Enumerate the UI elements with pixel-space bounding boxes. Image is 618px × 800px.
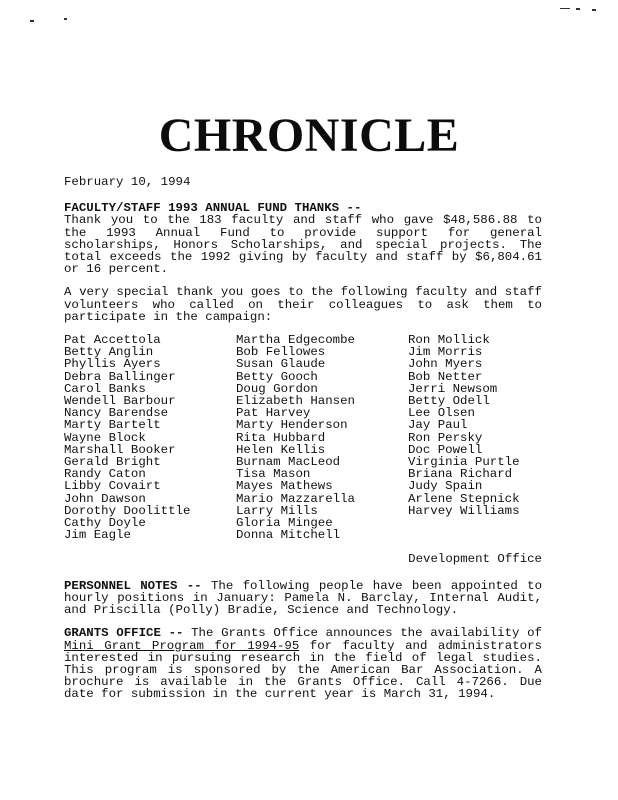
volunteer-column-2 <box>236 334 408 541</box>
volunteer-column-3 <box>408 334 542 541</box>
volunteer-name: Larry Mills <box>236 503 318 518</box>
volunteer-name: Ron Mollick <box>408 333 490 348</box>
volunteer-name: Gerald Bright <box>64 455 161 470</box>
volunteer-name: Mario Mazzarella <box>236 491 355 506</box>
volunteer-name: Donna Mitchell <box>236 528 341 543</box>
masthead-title: CHRONICLE <box>158 109 460 162</box>
volunteer-name: Randy Caton <box>64 467 146 482</box>
volunteer-name: Doug Gordon <box>236 381 318 396</box>
volunteer-name: Nancy Barendse <box>64 406 169 421</box>
fund-signoff: Development Office <box>408 552 542 567</box>
scan-mark <box>64 18 67 20</box>
volunteer-name: Ron Persky <box>408 430 483 445</box>
volunteer-name: Marty Henderson <box>236 418 348 433</box>
volunteer-name: Dorothy Doolittle <box>64 503 191 518</box>
volunteer-name: Susan Glaude <box>236 357 326 372</box>
volunteer-name: Lee Olsen <box>408 406 475 421</box>
scan-mark <box>592 9 596 11</box>
issue-date: February 10, 1994 <box>64 175 191 189</box>
volunteer-name: Burnam MacLeod <box>236 455 341 470</box>
volunteer-name: Mayes Mathews <box>236 479 333 494</box>
volunteer-name: Rita Hubbard <box>236 430 326 445</box>
volunteer-name: Jim Eagle <box>64 528 131 543</box>
volunteer-name: Harvey Williams <box>408 503 520 518</box>
volunteer-name: Wendell Barbour <box>64 394 176 409</box>
volunteer-column-1 <box>64 334 236 541</box>
fund-paragraph-1: Thank you to the 183 faculty and staff who gave $48,586.88 to the 1993 Annual Fund to provide support for general scholarships, Honors Scholarships, and special projects. The total exceeds the 1992 giving by faculty and staff by $6,804.61 or 16 percent. <box>64 213 542 277</box>
volunteer-name: Jim Morris <box>408 345 483 360</box>
volunteer-name: Jay Paul <box>408 418 468 433</box>
volunteer-name: Bob Fellowes <box>236 345 326 360</box>
volunteer-name: Gloria Mingee <box>236 516 333 531</box>
volunteer-name: Libby Covairt <box>64 479 161 494</box>
grants-section <box>64 627 542 700</box>
volunteer-name: Bob Netter <box>408 369 483 384</box>
volunteer-name: Elizabeth Hansen <box>236 394 355 409</box>
volunteer-name: Doc Powell <box>408 442 483 457</box>
scan-mark <box>30 20 34 22</box>
volunteer-name: Judy Spain <box>408 479 483 494</box>
volunteer-name: Wayne Block <box>64 430 146 445</box>
scan-mark <box>576 8 580 10</box>
newsletter-body <box>64 176 542 712</box>
volunteer-name: Martha Edgecombe <box>236 333 355 348</box>
volunteer-name: John Dawson <box>64 491 146 506</box>
volunteer-name: Virginia Purtle <box>408 455 520 470</box>
volunteer-name: Cathy Doyle <box>64 516 146 531</box>
personnel-body: The following people have been appointed to hourly positions in January: Pamela N. Barclay, Internal Audit, and Priscilla (Polly) Bradie, Science and Technology. <box>64 578 543 618</box>
fund-paragraph-2: A very special thank you goes to the following faculty and staff volunteers who called on their colleagues to ask them to participate in the campaign: <box>64 285 542 324</box>
volunteer-name: Pat Harvey <box>236 406 311 421</box>
fund-section <box>64 202 542 565</box>
fund-heading: FACULTY/STAFF 1993 ANNUAL FUND THANKS -- <box>64 201 362 216</box>
volunteer-name: John Myers <box>408 357 483 372</box>
volunteer-name: Briana Richard <box>408 467 513 482</box>
volunteer-list <box>64 334 542 541</box>
scan-mark <box>560 8 570 9</box>
volunteer-name: Marshall Booker <box>64 442 176 457</box>
volunteer-name: Betty Anglin <box>64 345 154 360</box>
volunteer-name: Marty Bartelt <box>64 418 161 433</box>
grants-heading: GRANTS OFFICE -- <box>64 626 184 641</box>
volunteer-name: Jerri Newsom <box>408 381 498 396</box>
volunteer-name: Betty Gooch <box>236 369 318 384</box>
volunteer-name: Arlene Stepnick <box>408 491 520 506</box>
volunteer-name: Pat Accettola <box>64 333 161 348</box>
volunteer-name: Debra Ballinger <box>64 369 176 384</box>
grants-body-lead: The Grants Office announces the availability of <box>183 626 542 641</box>
grants-program-name: Mini Grant Program for 1994-95 <box>64 638 300 653</box>
volunteer-name: Betty Odell <box>408 394 490 409</box>
grants-body-rest: for faculty and administrators interested in pursuing research in the field of legal studies. This program is sponsored by the American Bar Association. A brochure is available in the Grants Office. Call 4-7266. Due date for submission in the current year is March 31, 1994. <box>64 638 542 702</box>
volunteer-name: Phyllis Ayers <box>64 357 161 372</box>
volunteer-name: Helen Kellis <box>236 442 326 457</box>
volunteer-name: Tisa Mason <box>236 467 311 482</box>
personnel-heading: PERSONNEL NOTES -- <box>64 578 202 593</box>
personnel-section <box>64 580 542 617</box>
volunteer-name: Carol Banks <box>64 381 146 396</box>
